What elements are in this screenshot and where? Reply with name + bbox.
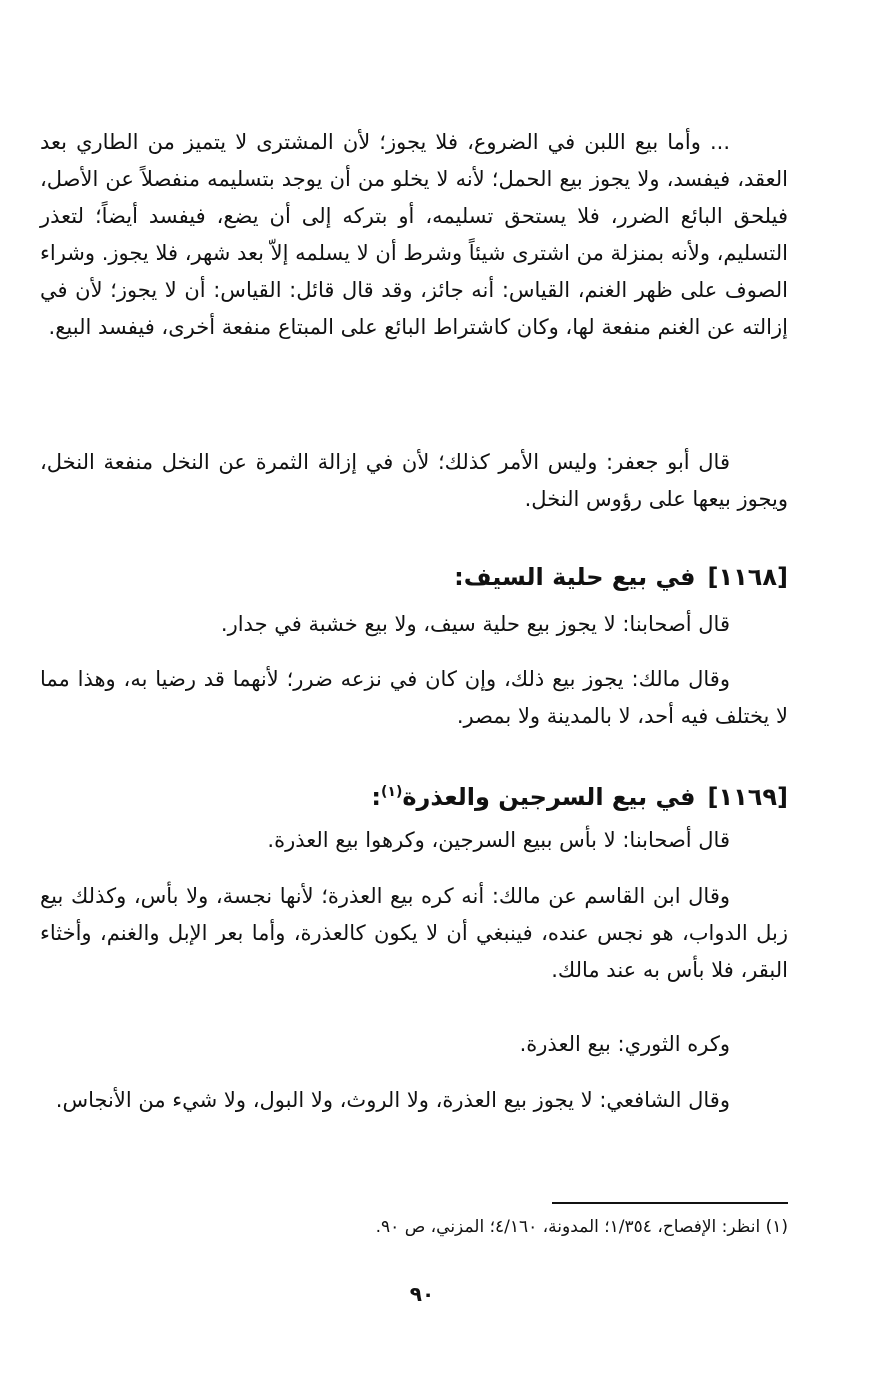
section-title-1168: في بيع حلية السيف: [454, 563, 696, 591]
text-block-top [40, 124, 788, 346]
footnote-divider [552, 1202, 788, 1204]
paragraph-ashabuna-1168: قال أصحابنا: لا يجوز بيع حلية سيف، ولا بيع خشبة في جدار. [220, 612, 730, 636]
text-block-abu-jafar [40, 444, 788, 518]
text-block-1168-b [40, 661, 788, 735]
paragraph-malik-1168: وقال مالك: يجوز بيع ذلك، وإن كان في نزعه ضرر؛ لأنهما قد رضيا به، وهذا مما لا يختلف فيه أحد، لا بالمدينة ولا بمصر. [40, 667, 788, 728]
paragraph-thawri: وكره الثوري: بيع العذرة. [519, 1032, 730, 1056]
footnote-text: (١) انظر: الإفصاح، ١/٣٥٤؛ المدونة، ٤/١٦٠؛ المزني، ص ٩٠. [375, 1217, 788, 1237]
paragraph-ibn-qasim: وقال ابن القاسم عن مالك: أنه كره بيع العذرة؛ لأنها نجسة، ولا بأس، وكذلك بيع زبل الدواب، هو نجس عنده، فينبغي أن لا يكون كالعذرة، وأما بعر الإبل والغنم، وأخثاء البقر، فلا بأس به عند مالك. [40, 884, 788, 982]
text-block-1169-d [40, 1082, 788, 1119]
section-number-1168: [١١٦٨] [707, 563, 788, 591]
text-block-1169-b [40, 878, 788, 989]
text-block-1168-a [40, 606, 788, 643]
section-number-1169: [١١٦٩] [707, 783, 788, 811]
paragraph-abu-jafar: قال أبو جعفر: وليس الأمر كذلك؛ لأن في إزالة الثمرة عن النخل منفعة النخل، ويجوز بيعها على رؤوس النخل. [40, 450, 788, 511]
text-block-1169-a [40, 822, 788, 859]
paragraph-ashabuna-1169: قال أصحابنا: لا بأس ببيع السرجين، وكرهوا بيع العذرة. [267, 828, 730, 852]
section-heading-1169 [40, 772, 788, 817]
paragraph-shafii: وقال الشافعي: لا يجوز بيع العذرة، ولا الروث، ولا البول، ولا شيء من الأنجاس. [55, 1088, 730, 1112]
section-title-colon: : [371, 783, 381, 811]
paragraph-milk-wool: ... وأما بيع اللبن في الضروع، فلا يجوز؛ لأن المشترى لا يتميز من الطاري بعد العقد، فيفسد، ولا يجوز بيع الحمل؛ لأنه لا يخلو من أن يوجد بتسليمه منفصلاً عن الأصل، فيلحق البائع الضرر، فلا يستحق تسليمه، أو بتركه إلى أن يضع، فيفسد أيضاً؛ لتعذر التسليم، ولأنه بمنزلة من اشترى شيئاً وشرط أن لا يسلمه إلاّ بعد شهر، فلا يجوز. وشراء الصوف على ظهر الغنم، القياس: أنه جائز، وقد قال قائل: القياس: أن لا يجوز؛ لأن في إزالته عن الغنم منفعة لها، وكان كاشتراط البائع على المبتاع منفعة أخرى، فيفسد البيع. [40, 130, 788, 339]
section-heading-1168 [40, 557, 788, 597]
footnote-marker: (١) [381, 784, 403, 800]
page-number: ٩٠ [409, 1282, 435, 1306]
section-title-1169: في بيع السرجين والعذرة [402, 783, 696, 811]
text-block-1169-c [40, 1026, 788, 1063]
